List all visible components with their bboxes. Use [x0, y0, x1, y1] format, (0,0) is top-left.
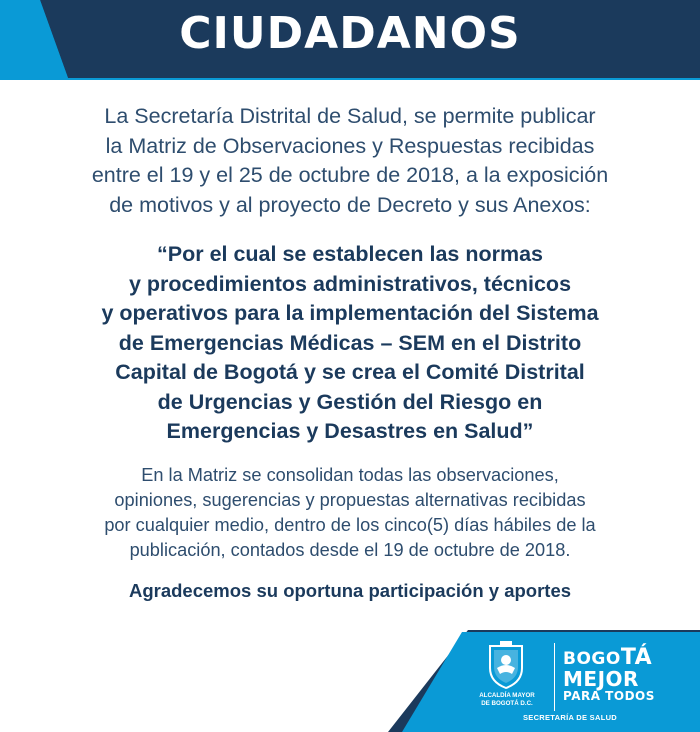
secretaria-label: SECRETARÍA DE SALUD [522, 713, 618, 722]
matrix-paragraph [14, 463, 686, 563]
quote-line: y operativos para la implementación del Sistema [101, 301, 599, 325]
thanks-message: Agradecemos su oportuna participación y aportes [128, 580, 572, 601]
brand-bogo: BOGO [563, 649, 621, 669]
brand-bogota [563, 645, 655, 670]
intro-line: de motivos y al proyecto de Decreto y sus Anexos: [109, 192, 591, 217]
bogota-coat-of-arms-icon [484, 640, 528, 690]
quote-line: de Emergencias Médicas – SEM en el Distrito [118, 330, 582, 355]
alcaldia-label [466, 692, 548, 707]
matrix-line: opiniones, sugerencias y propuestas alternativas recibidas [114, 490, 586, 510]
quote-line: de Urgencias y Gestión del Riesgo en [157, 389, 543, 414]
quote-line: y procedimientos administrativos, técnicos [128, 271, 572, 296]
intro-line: entre el 19 y el 25 de octubre de 2018, a la exposición [91, 163, 609, 187]
intro-paragraph [20, 102, 680, 220]
intro-line: la Matriz de Observaciones y Respuestas recibidas [105, 133, 595, 158]
alcaldia-line: DE BOGOTÁ D.C. [481, 699, 533, 707]
bogota-mejor-logo [563, 645, 655, 703]
matrix-line: En la Matriz se consolidan todas las observaciones, [141, 465, 559, 485]
matrix-line: publicación, contados desde el 19 de octubre de 2018. [129, 540, 571, 560]
brand-para-todos: PARA TODOS [563, 689, 655, 703]
brand-ta: TÁ [620, 645, 653, 670]
alcaldia-line: ALCALDÍA MAYOR [479, 692, 535, 699]
decree-quote [20, 240, 680, 447]
quote-line: Emergencias y Desastres en Salud” [166, 419, 534, 443]
matrix-line: por cualquier medio, dentro de los cinco(5) días hábiles de la [104, 515, 596, 535]
logo-divider [554, 643, 555, 711]
page-title: CIUDADANOS [179, 8, 521, 59]
intro-line: La Secretaría Distrital de Salud, se permite publicar [104, 104, 596, 128]
brand-mejor: MEJOR [563, 667, 639, 691]
quote-line: Capital de Bogotá y se crea el Comité Distrital [115, 360, 585, 384]
quote-line: “Por el cual se establecen las normas [157, 242, 543, 266]
